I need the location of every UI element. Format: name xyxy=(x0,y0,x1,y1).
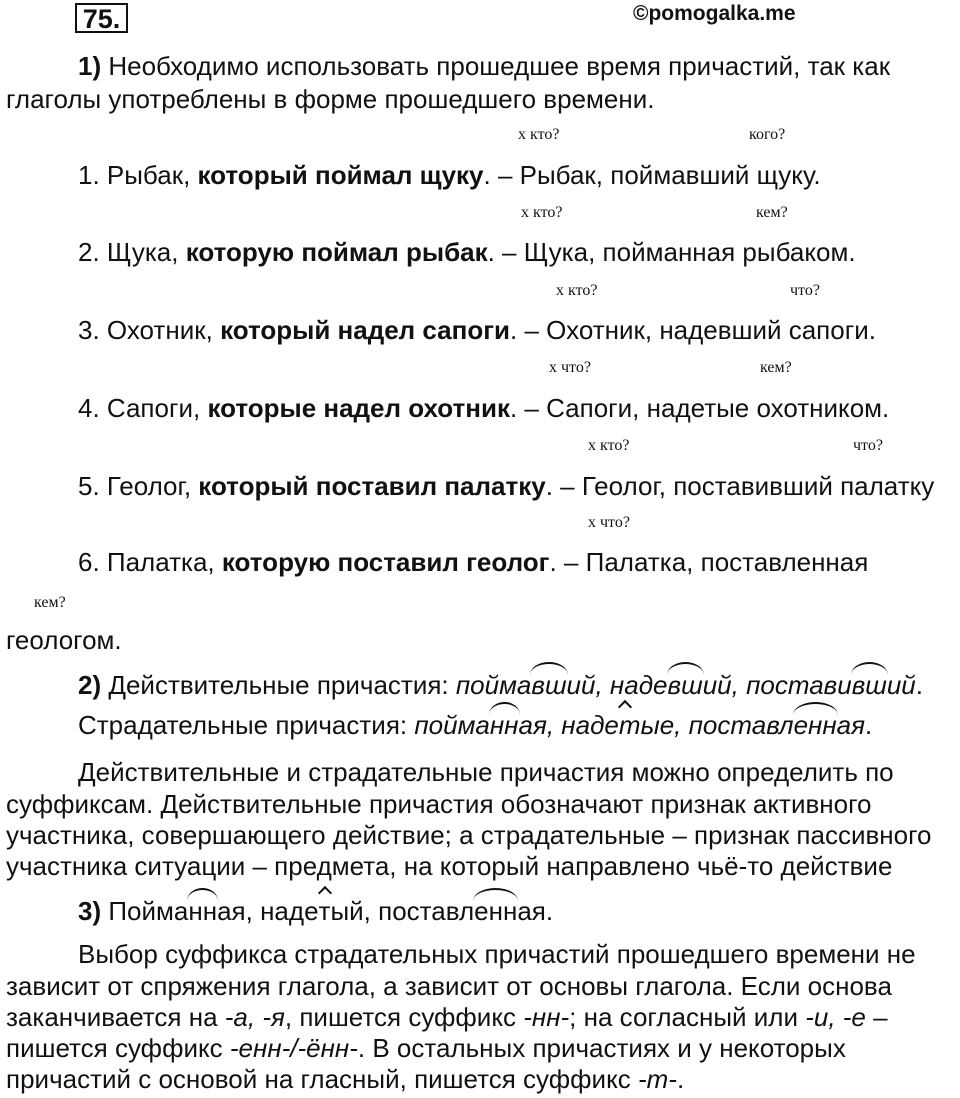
question-note: что? xyxy=(790,282,820,299)
active-word-1: поймавший, xyxy=(455,670,610,700)
question-note: кем? xyxy=(34,594,66,611)
passive-word-3: поставленная xyxy=(688,710,866,740)
period: . xyxy=(865,710,873,740)
sentence-prefix: 5. Геолог, xyxy=(78,471,199,501)
part3-number: 3) xyxy=(78,896,102,926)
active-word-3: поставивший xyxy=(746,670,916,700)
active-participles-line xyxy=(78,669,923,701)
participle-phrase: . – Щука, пойманная рыбаком. xyxy=(487,237,856,267)
suffix-mark: енн xyxy=(474,896,518,926)
question-note: х кто? xyxy=(521,204,563,221)
rule-line-5: причастий с основой на гласный, пишется суффикс -т-. xyxy=(6,1064,685,1094)
explanation-line-3: участника, совершающего действие; а страдательные – признак пассивного xyxy=(6,820,932,850)
relative-clause: которую поймал рыбак xyxy=(185,237,488,267)
sentence-prefix: 6. Палатка, xyxy=(78,547,222,577)
suffix-mark: вш xyxy=(851,670,887,700)
passive-word-1: пойманная, xyxy=(414,710,562,740)
ending-example: -а, -я xyxy=(224,1002,285,1032)
sentence-prefix: 3. Охотник, xyxy=(78,315,221,345)
ending-example: -и, -е xyxy=(805,1002,866,1032)
example-sentence-5 xyxy=(78,470,934,502)
example-sentence-4 xyxy=(78,392,889,424)
passive-participles-line xyxy=(78,709,872,741)
sentence-prefix: 2. Щука, xyxy=(78,237,186,267)
passive-label: Страдательные причастия: xyxy=(78,710,415,740)
part1-intro-text: Необходимо использовать прошедшее время причастий, так как xyxy=(101,51,891,81)
relative-clause: которую поставил геолог xyxy=(221,547,550,577)
active-word-2: надевший, xyxy=(609,670,747,700)
question-note: х кто? xyxy=(588,437,630,454)
suffix-mark: нн xyxy=(188,896,218,926)
question-note: кем? xyxy=(756,204,788,221)
question-note: кем? xyxy=(760,359,792,376)
example-sentence-3 xyxy=(78,314,876,346)
question-note: что? xyxy=(853,437,883,454)
explanation-line-1: Действительные и страдательные причастия можно определить по xyxy=(78,757,894,787)
rule-line-1: Выбор суффикса страдательных причастий прошедшего времени не xyxy=(78,939,916,969)
example-sentence-1 xyxy=(78,159,821,191)
example-sentence-2 xyxy=(78,236,856,268)
question-note: х что? xyxy=(588,514,630,531)
rule-line-3: заканчивается на -а, -я, пишется суффикс -нн-; на согласный или -и, -е – xyxy=(6,1002,888,1032)
participle-phrase: . – Палатка, поставленная xyxy=(549,547,869,577)
explanation-line-4: участника ситуации – предмета, на который направлено чьё-то действие xyxy=(6,851,893,881)
suffix-example: -т- xyxy=(637,1064,677,1094)
question-note: х кто? xyxy=(556,282,598,299)
exercise-number: 75. xyxy=(75,3,128,33)
question-note: х кто? xyxy=(518,126,560,143)
participle-phrase: . – Рыбак, поймавший щуку. xyxy=(483,160,821,190)
part1-intro-line2: глаголы употреблены в форме прошедшего времени. xyxy=(6,84,655,114)
part3-line: 3) Пойманная, надетый, поставленная. xyxy=(78,896,554,926)
suffix-mark: енн xyxy=(793,710,837,740)
explanation-line-2: суффиксам. Действительные причастия обозначают признак активного xyxy=(6,789,872,819)
suffix-example: -нн- xyxy=(523,1002,570,1032)
period: . xyxy=(915,670,923,700)
relative-clause: который надел сапоги xyxy=(220,315,511,345)
participle-phrase: . – Охотник, надевший сапоги. xyxy=(510,315,876,345)
example-sentence-6-continuation: геологом. xyxy=(6,625,122,655)
part1-number: 1) xyxy=(78,51,102,81)
part1-intro-line1 xyxy=(78,50,890,82)
rule-line-4: пишется суффикс -енн-/-ённ-. В остальных причастиях и у некоторых xyxy=(6,1033,846,1063)
question-note: кого? xyxy=(749,126,786,143)
suffix-mark: вш xyxy=(667,670,703,700)
question-note: х что? xyxy=(549,359,591,376)
participle-phrase: . – Сапоги, надетые охотником. xyxy=(509,393,890,423)
suffix-mark: нн xyxy=(489,710,519,740)
passive-word-2: надетые, xyxy=(561,710,689,740)
example-sentence-6 xyxy=(78,546,868,578)
active-label: Действительные причастия: xyxy=(101,670,456,700)
participle-phrase: . – Геолог, поставивший палатку xyxy=(545,471,935,501)
suffix-example: -енн-/-ённ- xyxy=(229,1033,358,1063)
relative-clause: которые надел охотник xyxy=(207,393,510,423)
suffix-mark: т xyxy=(618,710,641,740)
suffix-mark: т xyxy=(318,896,331,926)
sentence-prefix: 4. Сапоги, xyxy=(78,393,208,423)
relative-clause: который поставил палатку xyxy=(198,471,546,501)
relative-clause: который поймал щуку xyxy=(197,160,484,190)
sentence-prefix: 1. Рыбак, xyxy=(78,160,198,190)
part2-number: 2) xyxy=(78,670,102,700)
suffix-mark: вш xyxy=(531,670,567,700)
rule-line-2: зависит от спряжения глагола, а зависит от основы глагола. Если основа xyxy=(6,971,892,1001)
watermark: ©pomogalka.me xyxy=(633,2,796,25)
